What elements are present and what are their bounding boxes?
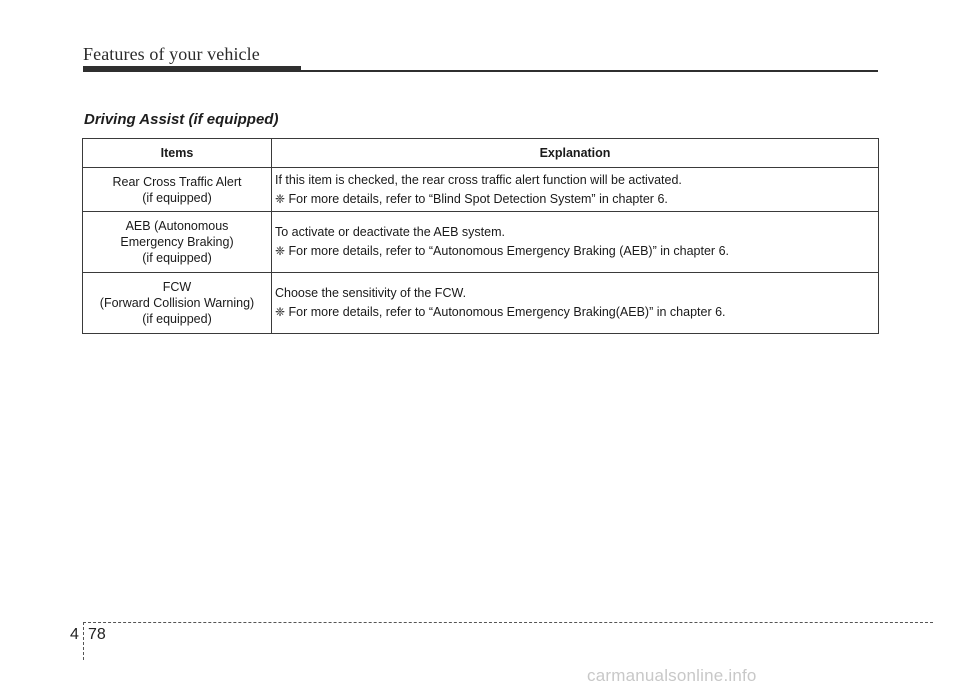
header-rule-thin	[301, 70, 878, 72]
watermark: carmanualsonline.info	[587, 666, 757, 685]
item-line: (Forward Collision Warning)	[99, 296, 255, 310]
header-title: Features of your vehicle	[83, 44, 260, 64]
table-row	[83, 168, 879, 212]
note-mark-icon: ❈	[275, 244, 286, 258]
note-text: For more details, refer to “Autonomous Emergency Braking (AEB)” in chapter 6.	[285, 244, 729, 258]
item-line: (if equipped)	[142, 190, 212, 205]
note-mark-icon: ❈	[275, 305, 286, 319]
item-line: (if equipped)	[142, 251, 212, 265]
explanation-cell	[272, 273, 879, 334]
page-number: 78	[88, 626, 106, 643]
page-footer	[0, 622, 960, 662]
item-line: Emergency Braking)	[120, 235, 234, 249]
note-line	[275, 242, 874, 261]
footer-dashed-rule	[83, 622, 933, 623]
note-text: For more details, refer to “Autonomous Emergency Braking(AEB)” in chapter 6.	[285, 305, 726, 319]
explanation-cell	[272, 212, 879, 273]
item-cell	[83, 273, 272, 334]
table-header-row	[83, 139, 879, 168]
explanation-text: To activate or deactivate the AEB system.	[275, 225, 505, 239]
header-rule-thick	[83, 66, 301, 72]
column-header-explanation: Explanation	[272, 139, 879, 168]
section-heading: Driving Assist (if equipped)	[84, 111, 279, 128]
item-cell	[83, 168, 272, 212]
item-cell	[83, 212, 272, 273]
explanation-text: If this item is checked, the rear cross traffic alert function will be activated.	[275, 172, 682, 187]
note-text: For more details, refer to “Blind Spot Detection System” in chapter 6.	[285, 191, 668, 206]
item-line: AEB (Autonomous	[125, 219, 229, 233]
footer-divider	[83, 622, 84, 660]
item-line: Rear Cross Traffic Alert	[112, 174, 242, 189]
explanation-text: Choose the sensitivity of the FCW.	[275, 286, 467, 300]
item-line: (if equipped)	[142, 312, 212, 326]
table-row	[83, 273, 879, 334]
item-line: FCW	[162, 280, 192, 294]
chapter-number: 4	[70, 626, 79, 643]
table-row	[83, 212, 879, 273]
note-line	[275, 190, 874, 209]
note-mark-icon: ❈	[275, 191, 286, 206]
explanation-cell	[272, 168, 879, 212]
note-line	[275, 303, 874, 322]
column-header-items: Items	[83, 139, 272, 168]
driving-assist-table	[82, 138, 879, 334]
